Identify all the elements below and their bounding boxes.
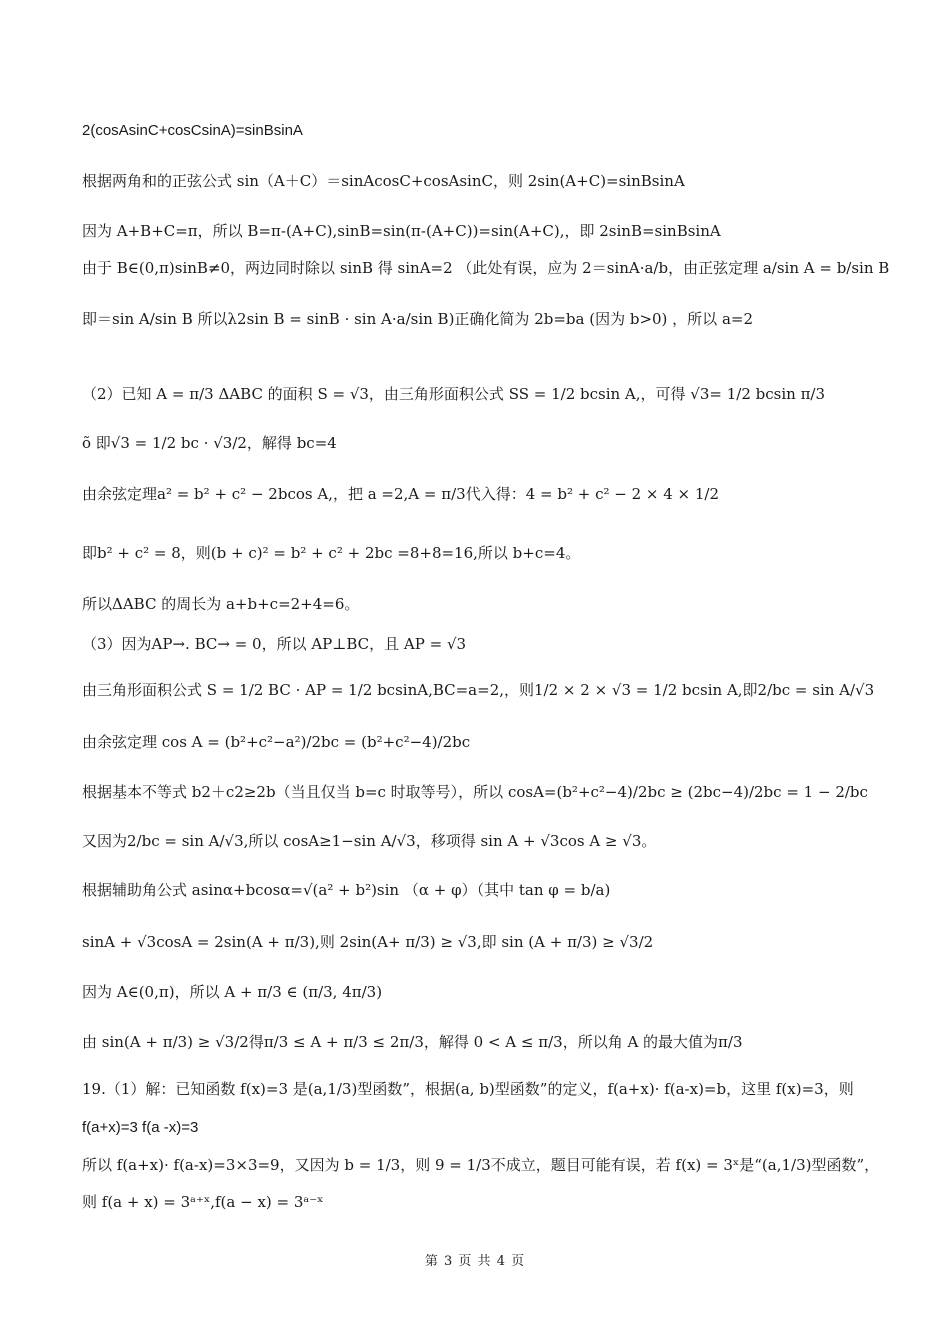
text-line-6: （2）已知 A = π/3 ΔABC 的面积 S = √3，由三角形面积公式 SS = 1/2 bcsin A,，可得 √3= 1/2 bcsin π/3 bbox=[82, 385, 826, 403]
text-line-20: 19.（1）解：已知函数 f(x)=3 是(a,1/3)型函数”，根据(a, b)型函数”的定义，f(a+x)· f(a-x)=b，这里 f(x)=3，则 bbox=[82, 1080, 854, 1098]
text-line-7: õ 即√3 = 1/2 bc · √3/2，解得 bc=4 bbox=[82, 434, 337, 452]
text-line-13: 由余弦定理 cos A = (b²+c²−a²)/2bc = (b²+c²−4)/2bc bbox=[82, 733, 471, 751]
text-line-12: 由三角形面积公式 S = 1/2 BC · AP = 1/2 bcsinA,BC=a=2,，则1/2 × 2 × √3 = 1/2 bcsin A,即2/bc = sin A/√3 bbox=[82, 681, 875, 699]
text-line-4: 由于 B∈(0,π)sinB≠0，两边同时除以 sinB 得 sinA=2 （此处有误，应为 2＝sinA·a/b，由正弦定理 a/sin A = b/sin B bbox=[82, 259, 890, 277]
text-line-11: （3）因为AP→. BC→ = 0，所以 AP⊥BC，且 AP = √3 bbox=[82, 635, 467, 653]
text-line-3: 因为 A+B+C=π，所以 B=π-(A+C),sinB=sin(π-(A+C))=sin(A+C),，即 2sinB=sinBsinA bbox=[82, 222, 721, 240]
text-line-5: 即＝sin A/sin B 所以λ2sin B = sinB · sin A·a/sin B)正确化简为 2b=ba (因为 b>0) ，所以 a=2 bbox=[82, 310, 754, 328]
text-line-2: 根据两角和的正弦公式 sin（A＋C）＝sinAcosC+cosAsinC，则 2sin(A+C)=sinBsinA bbox=[82, 172, 685, 190]
text-line-14: 根据基本不等式 b2＋c2≥2b（当且仅当 b=c 时取等号），所以 cosA=(b²+c²−4)/2bc ≥ (2bc−4)/2bc = 1 − 2/bc bbox=[82, 783, 868, 801]
page-footer: 第 3 页 共 4 页 bbox=[424, 1254, 526, 1269]
text-line-21: f(a+x)=3 f(a -x)=3 bbox=[82, 1119, 199, 1136]
text-line-9: 即b² + c² = 8，则(b + c)² = b² + c² + 2bc =8+8=16,所以 b+c=4。 bbox=[82, 544, 581, 562]
text-line-18: 因为 A∈(0,π)，所以 A + π/3 ∈ (π/3, 4π/3) bbox=[82, 983, 383, 1001]
text-line-16: 根据辅助角公式 asinα+bcosα=√(a² + b²)sin （α + φ）（其中 tan φ = b/a) bbox=[82, 881, 611, 899]
text-line-15: 又因为2/bc = sin A/√3,所以 cosA≥1−sin A/√3，移项得 sin A + √3cos A ≥ √3。 bbox=[82, 832, 657, 850]
text-line-19: 由 sin(A + π/3) ≥ √3/2得π/3 ≤ A + π/3 ≤ 2π/3，解得 0 < A ≤ π/3，所以角 A 的最大值为π/3 bbox=[82, 1033, 743, 1051]
text-line-22: 所以 f(a+x)· f(a-x)=3×3=9，又因为 b = 1/3，则 9 = 1/3不成立，题目可能有误，若 f(x) = 3ˣ是“(a,1/3)型函数”， bbox=[82, 1156, 880, 1174]
text-line-8: 由余弦定理a² = b² + c² − 2bcos A,，把 a =2,A = π/3代入得：4 = b² + c² − 2 × 4 × 1/2 bbox=[82, 485, 720, 503]
text-line-17: sinA + √3cosA = 2sin(A + π/3),则 2sin(A+ π/3) ≥ √3,即 sin (A + π/3) ≥ √3/2 bbox=[82, 933, 654, 951]
text-line-1: 2(cosAsinC+cosCsinA)=sinBsinA bbox=[82, 122, 303, 139]
text-line-23: 则 f(a + x) = 3ᵃ⁺ˣ,f(a − x) = 3ᵃ⁻ˣ bbox=[82, 1193, 324, 1211]
text-line-10: 所以ΔABC 的周长为 a+b+c=2+4=6。 bbox=[82, 595, 360, 613]
